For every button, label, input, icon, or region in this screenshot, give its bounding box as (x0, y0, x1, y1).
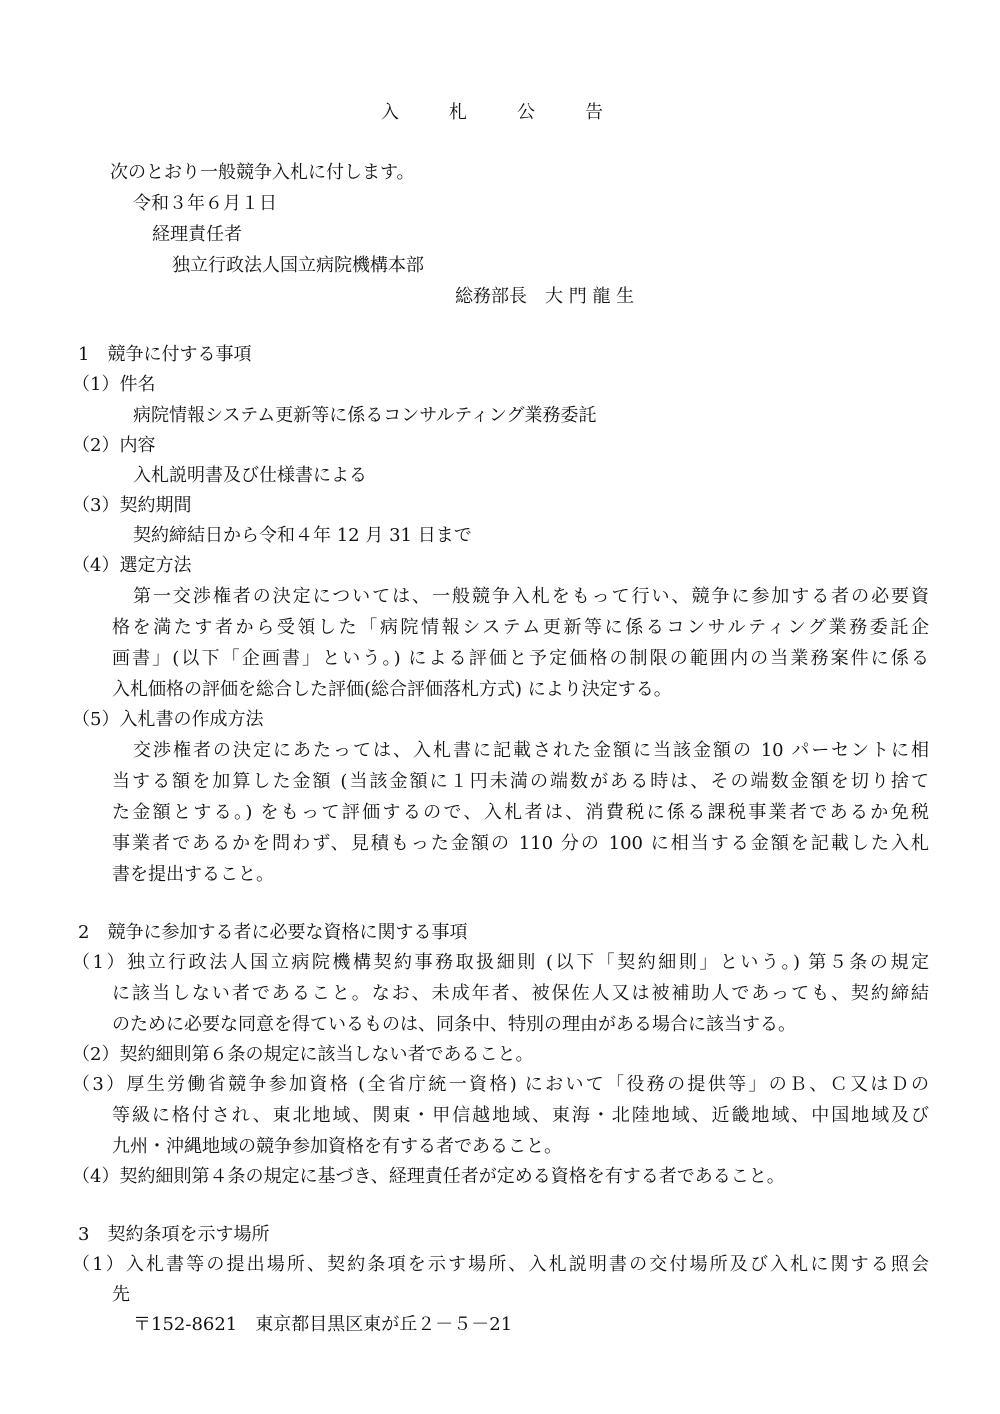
section-2-item-3-line-2: 等級に格付され、東北地域、関東・甲信越地域、東海・北陸地域、近畿地域、中国地域及び (112, 1105, 929, 1126)
intro-text: 次のとおり一般競争入札に付します。 (110, 162, 415, 183)
section-2-item-1-line-1: （1）独立行政法人国立病院機構契約事務取扱細則 (以下「契約細則」という。) 第５条の規定 (72, 952, 929, 973)
official-title: 経理責任者 (152, 224, 242, 245)
section-2-item-3-line-1: （3）厚生労働省競争参加資格 (全省庁統一資格) において「役務の提供等」のＢ、Ｃ又はＤの (72, 1074, 929, 1095)
organization-name: 独立行政法人国立病院機構本部 (172, 255, 424, 276)
section-2-item-4: （4）契約細則第４条の規定に基づき、経理責任者が定める資格を有する者であること。 (72, 1166, 785, 1187)
official-name: 総務部長 大 門 龍 生 (455, 286, 635, 307)
section-1-item-5-line-4: 事業者であるかを問わず、見積もった金額の 110 分の 100 に相当する金額を記載した入札 (112, 833, 929, 854)
section-3-item-1-line-2: 先 (112, 1284, 130, 1305)
section-1-item-4-label: （4）選定方法 (72, 555, 192, 576)
section-1-item-5-line-5: 書を提出すること。 (112, 864, 274, 885)
section-3-item-1-line-1: （1）入札書等の提出場所、契約条項を示す場所、入札説明書の交付場所及び入札に関する照会 (72, 1254, 929, 1275)
section-1-item-4-line-3: 画書」(以下「企画書」という。) による評価と予定価格の制限の範囲内の当業務案件に係る (112, 648, 929, 669)
postal-address: 〒152-8621 東京都目黒区東が丘２－５－21 (133, 1314, 513, 1335)
section-1-item-2-label: （2）内容 (72, 435, 156, 456)
section-2-item-1-line-3: のために必要な同意を得ているものは、同条中、特別の理由がある場合に該当する。 (112, 1014, 796, 1035)
notice-date: 令和３年６月１日 (133, 193, 277, 214)
section-1-item-1-label: （1）件名 (72, 374, 156, 395)
section-1-item-5-line-3: た金額とする。) をもって評価するので、入札者は、消費税に係る課税事業者であるか免税 (112, 802, 929, 823)
document-title: 入 札 公 告 (381, 102, 619, 123)
section-2-heading: 2 競争に参加する者に必要な資格に関する事項 (78, 922, 468, 943)
section-1-item-5-line-1: 交渉権者の決定にあたっては、入札書に記載された金額に当該金額の 10 パーセントに相 (133, 740, 929, 761)
section-1-item-5-line-2: 当する額を加算した金額 (当該金額に１円未満の端数がある時は、その端数金額を切り捨て (112, 771, 929, 792)
section-2-item-3-line-3: 九州・沖縄地域の競争参加資格を有する者であること。 (112, 1136, 562, 1157)
section-2-item-2: （2）契約細則第６条の規定に該当しない者であること。 (72, 1044, 534, 1065)
section-1-heading: 1 競争に付する事項 (78, 344, 252, 365)
section-1-item-4-line-2: 格を満たす者から受領した「病院情報システム更新等に係るコンサルティング業務委託企 (112, 617, 929, 638)
section-1-item-4-line-4: 入札価格の評価を総合した評価(総合評価落札方式) により決定する。 (112, 679, 672, 700)
section-2-item-1-line-2: に該当しない者であること。なお、未成年者、被保佐人又は被補助人であっても、契約締結 (112, 983, 929, 1004)
section-3-heading: 3 契約条項を示す場所 (78, 1224, 270, 1245)
section-1-item-4-line-1: 第一交渉権者の決定については、一般競争入札をもって行い、競争に参加する者の必要資 (133, 586, 929, 607)
section-1-item-3-label: （3）契約期間 (72, 495, 192, 516)
section-1-item-2-body: 入札説明書及び仕様書による (133, 465, 367, 486)
section-1-item-5-label: （5）入札書の作成方法 (72, 709, 264, 730)
section-1-item-1-body: 病院情報システム更新等に係るコンサルティング業務委託 (133, 405, 597, 426)
section-1-item-3-body: 契約締結日から令和４年 12 月 31 日まで (133, 525, 472, 546)
